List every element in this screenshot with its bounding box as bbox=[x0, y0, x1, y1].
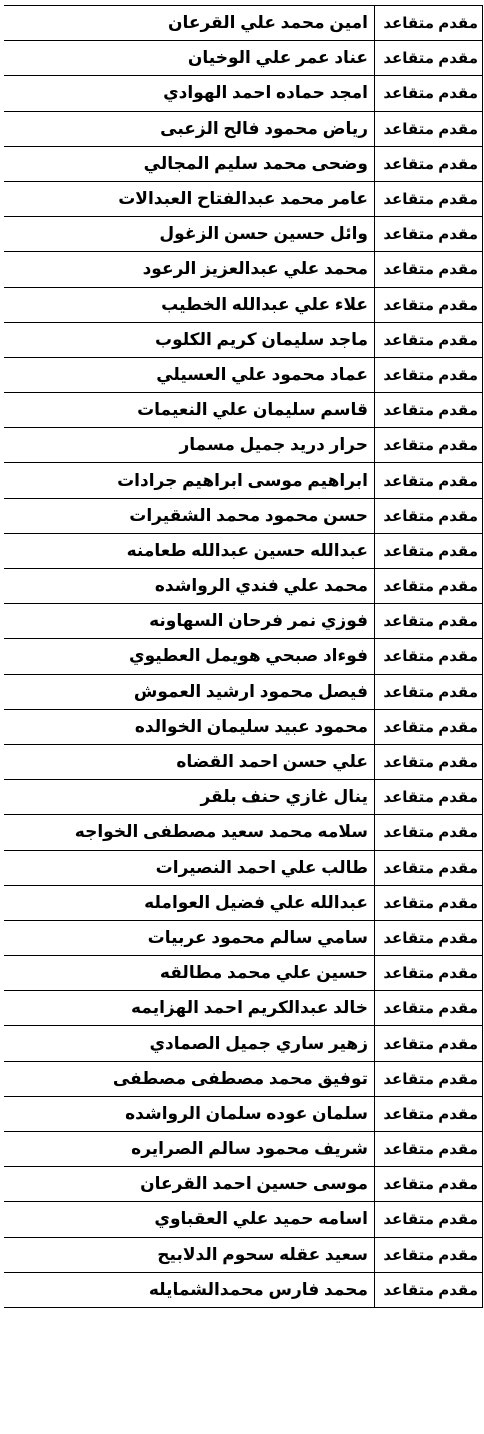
rank-cell: مقدم متقاعد bbox=[375, 217, 483, 252]
rank-cell: مقدم متقاعد bbox=[375, 815, 483, 850]
name-cell: توفيق محمد مصطفى مصطفى bbox=[4, 1061, 375, 1096]
name-cell: علي حسن احمد القضاه bbox=[4, 744, 375, 779]
name-cell: امجد حماده احمد الهوادي bbox=[4, 76, 375, 111]
table-row bbox=[4, 146, 483, 181]
rank-cell: مقدم متقاعد bbox=[375, 604, 483, 639]
table-row bbox=[4, 463, 483, 498]
name-cell: محمد علي عبدالعزيز الرعود bbox=[4, 252, 375, 287]
table-row bbox=[4, 322, 483, 357]
rank-cell: مقدم متقاعد bbox=[375, 639, 483, 674]
table-row bbox=[4, 287, 483, 322]
table-row bbox=[4, 744, 483, 779]
rank-cell: مقدم متقاعد bbox=[375, 463, 483, 498]
name-cell: شريف محمود سالم الصرايره bbox=[4, 1132, 375, 1167]
name-cell: فيصل محمود ارشيد العموش bbox=[4, 674, 375, 709]
rank-cell: مقدم متقاعد bbox=[375, 428, 483, 463]
table-row bbox=[4, 1272, 483, 1307]
rank-cell: مقدم متقاعد bbox=[375, 6, 483, 41]
rank-cell: مقدم متقاعد bbox=[375, 1096, 483, 1131]
rank-cell: مقدم متقاعد bbox=[375, 709, 483, 744]
table-row bbox=[4, 1237, 483, 1272]
table-row bbox=[4, 181, 483, 216]
rank-cell: مقدم متقاعد bbox=[375, 920, 483, 955]
name-cell: عبدالله علي فضيل العوامله bbox=[4, 885, 375, 920]
rank-cell: مقدم متقاعد bbox=[375, 393, 483, 428]
rank-cell: مقدم متقاعد bbox=[375, 1202, 483, 1237]
table-row bbox=[4, 569, 483, 604]
name-cell: محمد فارس محمدالشمايله bbox=[4, 1272, 375, 1307]
table-row bbox=[4, 1167, 483, 1202]
table-row bbox=[4, 428, 483, 463]
table-row bbox=[4, 1096, 483, 1131]
rank-cell: مقدم متقاعد bbox=[375, 1026, 483, 1061]
rank-cell: مقدم متقاعد bbox=[375, 1167, 483, 1202]
rank-cell: مقدم متقاعد bbox=[375, 1272, 483, 1307]
table-row bbox=[4, 815, 483, 850]
name-cell: ماجد سليمان كريم الكلوب bbox=[4, 322, 375, 357]
name-cell: خالد عبدالكريم احمد الهزايمه bbox=[4, 991, 375, 1026]
rank-cell: مقدم متقاعد bbox=[375, 1061, 483, 1096]
rank-cell: مقدم متقاعد bbox=[375, 956, 483, 991]
rank-cell: مقدم متقاعد bbox=[375, 357, 483, 392]
name-cell: علاء علي عبدالله الخطيب bbox=[4, 287, 375, 322]
rank-cell: مقدم متقاعد bbox=[375, 780, 483, 815]
table-row bbox=[4, 780, 483, 815]
table-row bbox=[4, 498, 483, 533]
name-cell: ينال غازي حنف بلقر bbox=[4, 780, 375, 815]
name-cell: ابراهيم موسى ابراهيم جرادات bbox=[4, 463, 375, 498]
table-row bbox=[4, 920, 483, 955]
rank-cell: مقدم متقاعد bbox=[375, 1132, 483, 1167]
rank-cell: مقدم متقاعد bbox=[375, 181, 483, 216]
rank-cell: مقدم متقاعد bbox=[375, 1237, 483, 1272]
table-row bbox=[4, 1061, 483, 1096]
name-cell: عناد عمر علي الوخيان bbox=[4, 41, 375, 76]
table-row bbox=[4, 639, 483, 674]
name-cell: زهير ساري جميل الصمادي bbox=[4, 1026, 375, 1061]
table-row bbox=[4, 604, 483, 639]
name-cell: عامر محمد عبدالفتاح العبدالات bbox=[4, 181, 375, 216]
name-cell: رياض محمود فالح الزعبى bbox=[4, 111, 375, 146]
rank-cell: مقدم متقاعد bbox=[375, 287, 483, 322]
rank-cell: مقدم متقاعد bbox=[375, 322, 483, 357]
name-cell: موسى حسين احمد القرعان bbox=[4, 1167, 375, 1202]
table-row bbox=[4, 393, 483, 428]
name-cell: فوءاد صبحي هويمل العطيوي bbox=[4, 639, 375, 674]
name-cell: عماد محمود علي العسيلي bbox=[4, 357, 375, 392]
rank-cell: مقدم متقاعد bbox=[375, 146, 483, 181]
name-cell: محمد علي فندي الرواشده bbox=[4, 569, 375, 604]
name-cell: عبدالله حسين عبدالله طعامنه bbox=[4, 533, 375, 568]
table-body bbox=[4, 6, 483, 1308]
table-row bbox=[4, 111, 483, 146]
table-row bbox=[4, 76, 483, 111]
rank-cell: مقدم متقاعد bbox=[375, 850, 483, 885]
table-row bbox=[4, 217, 483, 252]
table-row bbox=[4, 850, 483, 885]
table-row bbox=[4, 357, 483, 392]
name-cell: اسامه حميد علي العقباوي bbox=[4, 1202, 375, 1237]
table-row bbox=[4, 885, 483, 920]
name-cell: امين محمد علي القرعان bbox=[4, 6, 375, 41]
table-row bbox=[4, 41, 483, 76]
rank-cell: مقدم متقاعد bbox=[375, 498, 483, 533]
table-row bbox=[4, 1026, 483, 1061]
name-cell: وائل حسين حسن الزغول bbox=[4, 217, 375, 252]
name-cell: سلامه محمد سعيد مصطفى الخواجه bbox=[4, 815, 375, 850]
name-cell: سامي سالم محمود عربيات bbox=[4, 920, 375, 955]
table-row bbox=[4, 1132, 483, 1167]
retirees-table bbox=[4, 5, 483, 1308]
name-cell: حرار دريد جميل مسمار bbox=[4, 428, 375, 463]
name-cell: محمود عبيد سليمان الخوالده bbox=[4, 709, 375, 744]
table-row bbox=[4, 709, 483, 744]
table-row bbox=[4, 6, 483, 41]
table-row bbox=[4, 533, 483, 568]
rank-cell: مقدم متقاعد bbox=[375, 744, 483, 779]
name-cell: قاسم سليمان علي النعيمات bbox=[4, 393, 375, 428]
name-cell: حسن محمود محمد الشقيرات bbox=[4, 498, 375, 533]
name-cell: سعيد عقله سحوم الدلابيح bbox=[4, 1237, 375, 1272]
name-cell: وضحى محمد سليم المجالي bbox=[4, 146, 375, 181]
table-row bbox=[4, 674, 483, 709]
name-cell: فوزي نمر فرحان السهاونه bbox=[4, 604, 375, 639]
rank-cell: مقدم متقاعد bbox=[375, 885, 483, 920]
table-row bbox=[4, 252, 483, 287]
rank-cell: مقدم متقاعد bbox=[375, 252, 483, 287]
name-cell: طالب علي احمد النصيرات bbox=[4, 850, 375, 885]
table-row bbox=[4, 956, 483, 991]
name-cell: سلمان عوده سلمان الرواشده bbox=[4, 1096, 375, 1131]
table-row bbox=[4, 1202, 483, 1237]
table-row bbox=[4, 991, 483, 1026]
rank-cell: مقدم متقاعد bbox=[375, 991, 483, 1026]
rank-cell: مقدم متقاعد bbox=[375, 674, 483, 709]
name-cell: حسين علي محمد مطالقه bbox=[4, 956, 375, 991]
rank-cell: مقدم متقاعد bbox=[375, 76, 483, 111]
rank-cell: مقدم متقاعد bbox=[375, 41, 483, 76]
rank-cell: مقدم متقاعد bbox=[375, 111, 483, 146]
rank-cell: مقدم متقاعد bbox=[375, 533, 483, 568]
rank-cell: مقدم متقاعد bbox=[375, 569, 483, 604]
